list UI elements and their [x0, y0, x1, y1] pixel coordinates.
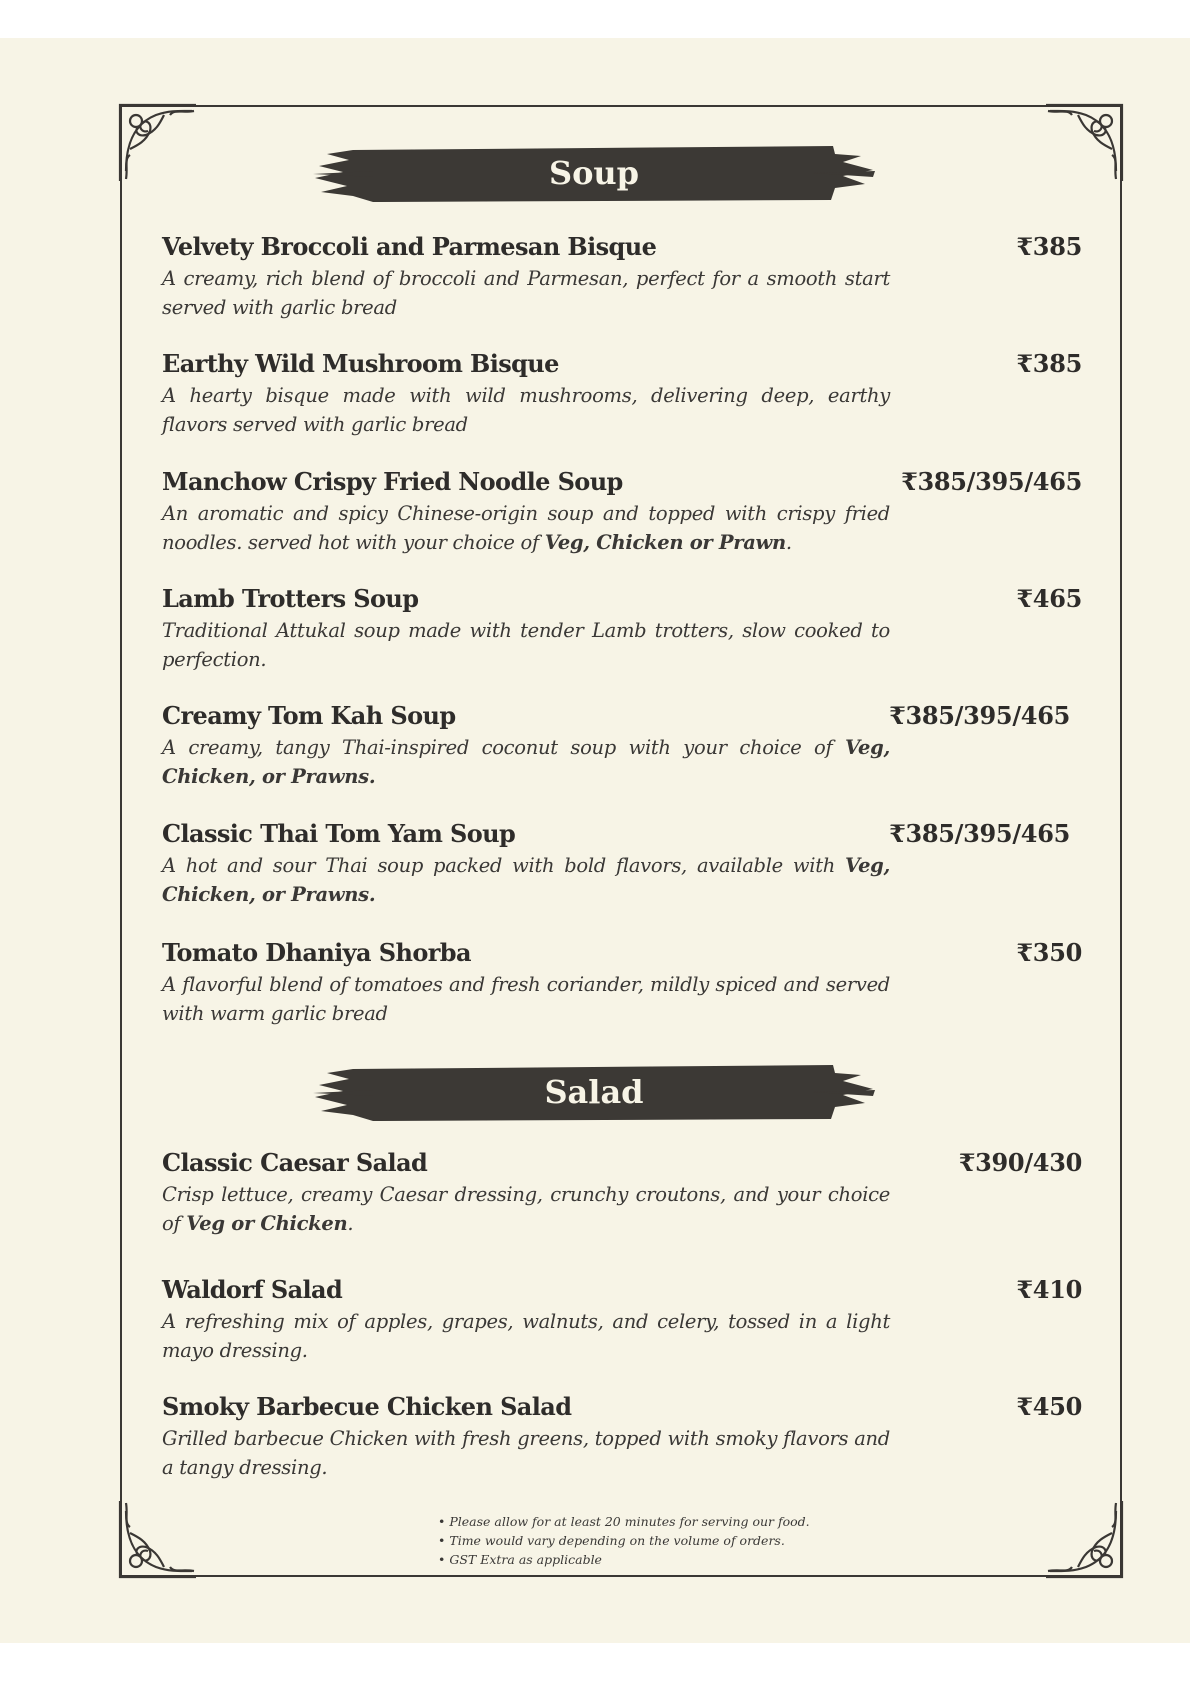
item-price: ₹350	[1016, 938, 1082, 967]
item-description: Grilled barbecue Chicken with fresh greens, topped with smoky flavors and a tangy dressing.	[162, 1427, 890, 1479]
item-description: A hot and sour Thai soup packed with bold flavors, available with Veg, Chicken, or Prawns.	[162, 854, 891, 906]
item-name: Lamb Trotters Soup	[162, 584, 419, 613]
item-price: ₹410	[1016, 1275, 1082, 1304]
ornament-corner-icon	[1042, 1497, 1126, 1581]
menu-item	[162, 701, 1082, 791]
menu-item	[162, 819, 1082, 909]
item-price: ₹385	[1016, 232, 1082, 261]
ornament-corner-icon	[116, 101, 200, 185]
item-description: Crisp lettuce, creamy Caesar dressing, crunchy croutons, and your choice of Veg or Chicken.	[162, 1183, 890, 1235]
item-name: Manchow Crispy Fried Noodle Soup	[162, 467, 623, 496]
menu-item	[162, 349, 1082, 439]
menu-item	[162, 232, 1082, 322]
section-title: Salad	[544, 1073, 644, 1111]
item-description: A refreshing mix of apples, grapes, walnuts, and celery, tossed in a light mayo dressing.	[162, 1310, 890, 1362]
item-description: Traditional Attukal soup made with tender Lamb trotters, slow cooked to perfection.	[162, 619, 890, 671]
note-item: • Please allow for at least 20 minutes for serving our food.	[438, 1512, 810, 1531]
item-description: A hearty bisque made with wild mushrooms, delivering deep, earthy flavors served with garlic bread	[162, 384, 890, 436]
item-description: A creamy, rich blend of broccoli and Parmesan, perfect for a smooth start served with garlic bread	[162, 267, 890, 319]
item-description: A creamy, tangy Thai-inspired coconut soup with your choice of Veg, Chicken, or Prawns.	[162, 736, 890, 788]
menu-item	[162, 938, 1082, 1028]
item-price: ₹450	[1016, 1392, 1082, 1421]
item-name: Tomato Dhaniya Shorba	[162, 938, 471, 967]
item-price: ₹385/395/465	[901, 467, 1082, 496]
section-banner-soup	[313, 140, 875, 206]
item-price: ₹465	[1016, 584, 1082, 613]
section-banner-salad	[313, 1059, 875, 1125]
item-name: Velvety Broccoli and Parmesan Bisque	[162, 232, 657, 261]
item-price: ₹390/430	[958, 1148, 1082, 1177]
note-item: • GST Extra as applicable	[438, 1550, 810, 1569]
footer-notes	[438, 1512, 810, 1569]
item-name: Creamy Tom Kah Soup	[162, 701, 456, 730]
section-title: Soup	[548, 154, 640, 192]
item-name: Classic Caesar Salad	[162, 1148, 428, 1177]
item-price: ₹385/395/465	[889, 819, 1070, 848]
item-description: A flavorful blend of tomatoes and fresh coriander, mildly spiced and served with warm garlic bread	[162, 973, 890, 1025]
item-description: An aromatic and spicy Chinese-origin soup and topped with crispy fried noodles. served hot with your choice of Veg, Chicken or Prawn.	[162, 502, 890, 554]
item-price: ₹385/395/465	[889, 701, 1070, 730]
note-item: • Time would vary depending on the volume of orders.	[438, 1531, 810, 1550]
ornament-corner-icon	[116, 1497, 200, 1581]
menu-item	[162, 467, 1082, 557]
item-name: Classic Thai Tom Yam Soup	[162, 819, 516, 848]
item-price: ₹385	[1016, 349, 1082, 378]
menu-item	[162, 1275, 1082, 1365]
item-name: Earthy Wild Mushroom Bisque	[162, 349, 559, 378]
ornament-corner-icon	[1042, 101, 1126, 185]
item-name: Waldorf Salad	[162, 1275, 343, 1304]
menu-item	[162, 1148, 1082, 1238]
menu-item	[162, 584, 1082, 674]
menu-item	[162, 1392, 1082, 1482]
item-name: Smoky Barbecue Chicken Salad	[162, 1392, 572, 1421]
